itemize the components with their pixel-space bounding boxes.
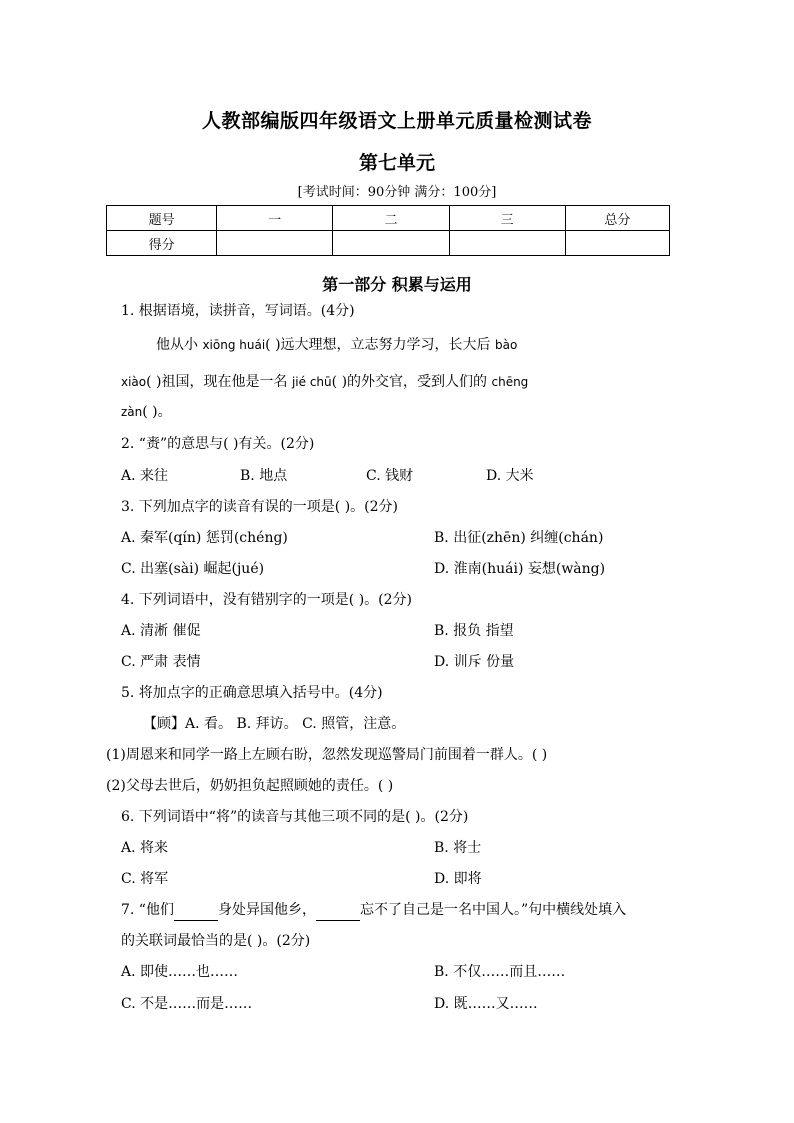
score-entry-cell[interactable] bbox=[217, 231, 333, 256]
option-c[interactable]: C. 将军 bbox=[121, 871, 169, 887]
question-6-stem: 6. 下列词语中“将”的读音与其他三项不同的是( )。(2分) bbox=[121, 809, 469, 825]
pinyin-prompt: bào bbox=[495, 338, 518, 352]
question-1-stem: 1. 根据语境，读拼音，写词语。(4分) bbox=[121, 303, 355, 319]
fill-blank[interactable] bbox=[316, 900, 360, 921]
score-table-score-row bbox=[107, 231, 670, 256]
pinyin-prompt: chēng bbox=[491, 375, 529, 389]
definition-line: 【顾】A. 看。 B. 拜访。 C. 照管，注意。 bbox=[143, 716, 406, 732]
option-d[interactable]: D. 既……又…… bbox=[434, 996, 538, 1012]
option-c[interactable]: C. 出塞(sài) 崛起(jué) bbox=[121, 561, 265, 577]
option-b[interactable]: B. 不仅……而且…… bbox=[434, 964, 566, 980]
score-entry-cell[interactable] bbox=[565, 231, 669, 256]
exam-info: [考试时间：90分钟 满分：100分] bbox=[297, 185, 497, 200]
question-7-line-2: 的关联词最恰当的是( )。(2分) bbox=[121, 933, 311, 949]
option-a[interactable]: A. 来往 bbox=[121, 468, 169, 484]
score-table-cell: 题号 bbox=[107, 206, 217, 231]
score-table-cell: 三 bbox=[449, 206, 565, 231]
score-table-cell: 得分 bbox=[107, 231, 217, 256]
answer-blank[interactable]: ( )祖国，现在他是一名 bbox=[146, 374, 288, 390]
question-7-text: 忘不了自己是一名中国人。”句中横线处填入 bbox=[359, 902, 627, 918]
option-a[interactable]: A. 即使……也…… bbox=[121, 964, 239, 980]
answer-blank[interactable]: ( )远大理想，立志努力学习，长大后 bbox=[265, 337, 491, 353]
score-table-cell: 一 bbox=[217, 206, 333, 231]
question-1-line-1 bbox=[156, 335, 517, 355]
option-b[interactable]: B. 出征(zhēn) 纠缠(chán) bbox=[434, 530, 604, 546]
exam-title: 人教部编版四年级语文上册单元质量检测试卷 bbox=[201, 110, 592, 132]
score-table-cell: 二 bbox=[333, 206, 449, 231]
question-7-line-1 bbox=[121, 900, 626, 921]
question-7-text: 身处异国他乡， bbox=[217, 902, 316, 918]
question-7-text: 7. “他们 bbox=[121, 902, 174, 918]
fill-blank[interactable] bbox=[174, 900, 218, 921]
pinyin-prompt: zàn bbox=[121, 405, 143, 419]
option-a[interactable]: A. 秦军(qín) 惩罚(chéng) bbox=[121, 530, 288, 546]
question-4-stem: 4. 下列词语中，没有错别字的一项是( )。(2分) bbox=[121, 592, 413, 608]
answer-blank[interactable]: ( )。 bbox=[142, 404, 172, 420]
unit-title: 第七单元 bbox=[358, 152, 435, 174]
question-1-text: 他从小 bbox=[156, 337, 198, 353]
question-1-line-2 bbox=[121, 372, 528, 392]
option-b[interactable]: B. 将士 bbox=[434, 840, 482, 856]
section-title: 第一部分 积累与运用 bbox=[322, 275, 472, 294]
option-c[interactable]: C. 严肃 表情 bbox=[121, 654, 201, 670]
pinyin-prompt: xiào bbox=[121, 375, 147, 389]
score-table bbox=[106, 205, 670, 256]
option-a[interactable]: A. 清淅 催促 bbox=[121, 623, 201, 639]
option-d[interactable]: D. 大米 bbox=[486, 468, 534, 484]
option-c[interactable]: C. 不是……而是…… bbox=[121, 996, 253, 1012]
pinyin-prompt: jié chū bbox=[291, 375, 332, 389]
pinyin-prompt: xiōng huái bbox=[202, 338, 266, 352]
option-d[interactable]: D. 即将 bbox=[434, 871, 482, 887]
question-3-stem: 3. 下列加点字的读音有误的一项是( )。(2分) bbox=[121, 499, 399, 515]
sentence-2[interactable]: (2)父母去世后，奶奶担负起照顾她的责任。( ) bbox=[106, 778, 394, 794]
option-a[interactable]: A. 将来 bbox=[121, 840, 169, 856]
question-5-stem: 5. 将加点字的正确意思填入括号中。(4分) bbox=[121, 685, 383, 701]
question-2-stem: 2. “赉”的意思与( )有关。(2分) bbox=[121, 436, 315, 452]
sentence-1[interactable]: (1)周恩来和同学一路上左顾右盼，忽然发现巡警局门前围着一群人。( ) bbox=[106, 747, 548, 763]
score-table-cell: 总分 bbox=[565, 206, 669, 231]
option-d[interactable]: D. 淮南(huái) 妄想(wàng) bbox=[434, 561, 606, 577]
score-table-header-row bbox=[107, 206, 670, 231]
option-c[interactable]: C. 钱财 bbox=[366, 468, 414, 484]
option-b[interactable]: B. 报负 指望 bbox=[434, 623, 514, 639]
score-entry-cell[interactable] bbox=[333, 231, 449, 256]
option-d[interactable]: D. 训斥 份量 bbox=[434, 654, 515, 670]
answer-blank[interactable]: ( )的外交官，受到人们的 bbox=[331, 374, 488, 390]
score-entry-cell[interactable] bbox=[449, 231, 565, 256]
option-b[interactable]: B. 地点 bbox=[240, 468, 288, 484]
question-1-line-3 bbox=[121, 402, 172, 422]
